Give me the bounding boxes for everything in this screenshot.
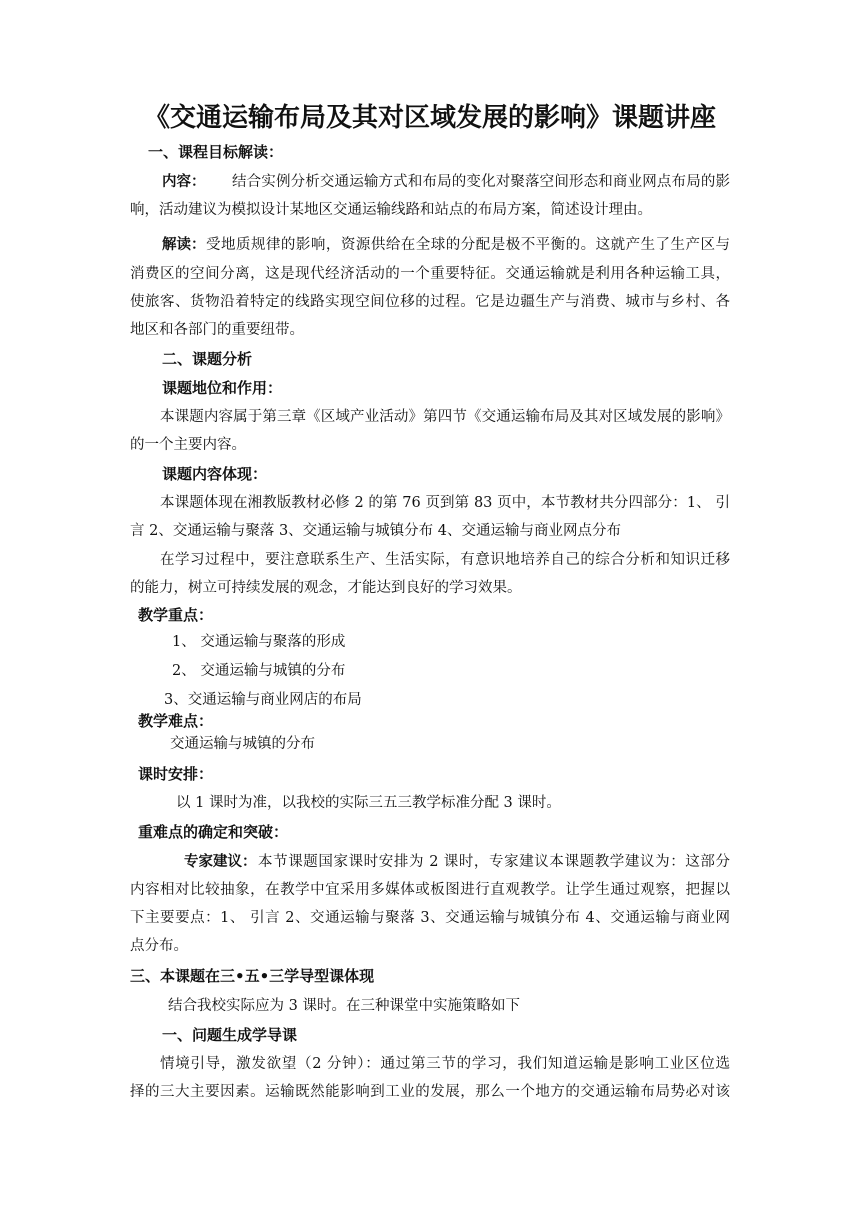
difficulty-text: 交通运输与城镇的分布 bbox=[170, 736, 315, 752]
interp-line-1: 受地质规律的影响，资源供给在全球的分配是极不平衡的。这就产生了生产区与 bbox=[206, 237, 730, 253]
position-heading: 课题地位和作用： bbox=[162, 379, 283, 397]
content-line-1: 结合实例分析交通运输方式和布局的变化对聚落空间形态和商业网点布局的影 bbox=[232, 174, 730, 190]
content-line-2: 响，活动建议为模拟设计某地区交通运输线路和站点的布局方案，简述设计理由。 bbox=[130, 202, 652, 218]
section3-heading: 三、本课题在三•五•三学导型课体现 bbox=[130, 967, 375, 985]
section1-heading: 一、课程目标解读： bbox=[148, 143, 284, 161]
subsection1-heading: 一、问题生成学导课 bbox=[162, 1026, 298, 1044]
expert-line-2: 内容相对比较抽象，在教学中宜采用多媒体或板图进行直观教学。让学生通过观察，把握以 bbox=[130, 882, 730, 898]
expert-label: 专家建议： bbox=[184, 853, 257, 870]
expert-line-3: 下主要要点：1、 引言 2、交通运输与聚落 3、交通运输与城镇分布 4、交通运输与商业网 bbox=[130, 910, 730, 926]
schedule-heading: 课时安排： bbox=[138, 765, 214, 783]
difficulty-heading: 教学难点： bbox=[138, 712, 214, 730]
expert-line-4: 点分布。 bbox=[130, 938, 188, 954]
key-points-heading: 教学重点： bbox=[138, 606, 214, 624]
section3-intro: 结合我校实际应为 3 课时。在三种课堂中实施策略如下 bbox=[168, 998, 520, 1014]
key-point-item: 1、 交通运输与聚落的形成 bbox=[172, 634, 346, 650]
content-detail-line-1: 本课题体现在湘教版教材必修 2 的第 76 页到第 83 页中，本节教材共分四部分：1、 引 bbox=[160, 495, 730, 511]
content-heading: 课题内容体现： bbox=[162, 465, 268, 483]
key-point-item: 3、交通运输与商业网店的布局 bbox=[164, 692, 362, 708]
content-detail-line-2: 言 2、交通运输与聚落 3、交通运输与城镇分布 4、交通运输与商业网点分布 bbox=[130, 523, 622, 539]
breakthrough-heading: 重难点的确定和突破： bbox=[138, 823, 289, 841]
document-title: 《交通运输布局及其对区域发展的影响》课题讲座 bbox=[143, 103, 716, 133]
interp-line-4: 地区和各部门的重要纽带。 bbox=[130, 322, 304, 338]
interp-line-2: 消费区的空间分离，这是现代经济活动的一个重要特征。交通运输就是利用各种运输工具， bbox=[130, 266, 730, 282]
interp-line-3: 使旅客、货物沿着特定的线路实现空间位移的过程。它是边疆生产与消费、城市与乡村、各 bbox=[130, 294, 730, 310]
section3-line-2: 择的三大主要因素。运输既然能影响到工业的发展，那么一个地方的交通运输布局势必对该 bbox=[130, 1084, 730, 1100]
position-line-1: 本课题内容属于第三章《区域产业活动》第四节《交通运输布局及其对区域发展的影响》 bbox=[160, 409, 730, 425]
schedule-text: 以 1 课时为准，以我校的实际三五三教学标准分配 3 课时。 bbox=[176, 795, 561, 811]
content-label: 内容： bbox=[162, 173, 206, 190]
section2-heading: 二、课题分析 bbox=[162, 350, 253, 368]
expert-line-1: 本节课题国家课时安排为 2 课时，专家建议本课题教学建议为：这部分 bbox=[258, 854, 730, 870]
learning-line-2: 的能力，树立可持续发展的观念，才能达到良好的学习效果。 bbox=[130, 580, 522, 596]
key-point-item: 2、 交通运输与城镇的分布 bbox=[172, 663, 346, 679]
section3-line-1: 情境引导，激发欲望（2 分钟）：通过第三节的学习，我们知道运输是影响工业区位选 bbox=[160, 1056, 730, 1072]
interp-label: 解读： bbox=[162, 236, 206, 253]
learning-line-1: 在学习过程中，要注意联系生产、生活实际，有意识地培养自己的综合分析和知识迁移 bbox=[160, 552, 730, 568]
position-line-2: 的一个主要内容。 bbox=[130, 437, 246, 453]
